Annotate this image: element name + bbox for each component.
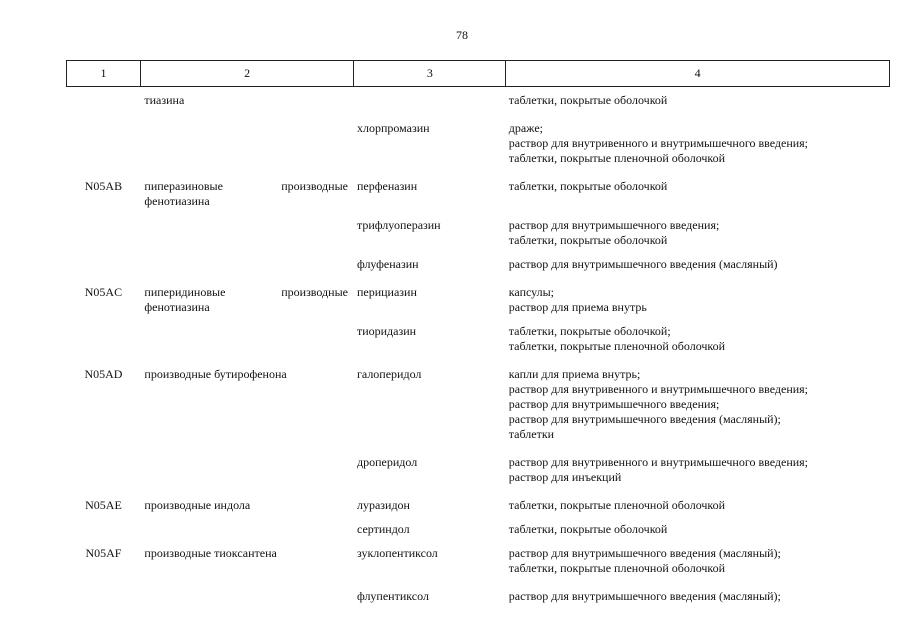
table-row [67,485,890,513]
medicine-name: дроперидол [356,455,418,469]
group-name: тиазина [144,93,185,107]
dosage-forms [506,537,890,576]
atc-code [67,248,141,272]
group-name [140,108,354,166]
atc-code: N05AD [84,367,123,381]
dosage-forms [506,87,890,109]
dosage-form-line: капсулы; [508,285,555,299]
table-row [67,87,890,109]
dosage-form-line: раствор для инъекций [508,470,622,484]
table-row [67,513,890,537]
table-row [67,108,890,166]
medicine-name: перициазин [356,285,417,299]
atc-code: N05AE [85,498,122,512]
dosage-form-line: таблетки, покрытые пленочной оболочкой [508,561,726,575]
group-name: производные бутирофенона [144,367,287,381]
dosage-form-line: раствор для внутримышечного введения; [508,218,720,232]
dosage-forms [506,272,890,315]
atc-code [67,315,141,354]
medicine-name: перфеназин [356,179,418,193]
atc-code [67,442,141,485]
table-body [67,87,890,605]
dosage-form-line: раствор для внутримышечного введения (масляный); [508,589,781,603]
group-name: производные тиоксантена [144,546,277,560]
dosage-forms [506,576,890,604]
dosage-form-line: раствор для приема внутрь [508,300,647,314]
dosage-form-line: раствор для внутривенного и внутримышечного введения; [508,455,809,469]
dosage-forms [506,315,890,354]
dosage-forms [506,354,890,442]
table-row [67,354,890,442]
atc-code: N05AC [84,285,123,299]
medicine-name: галоперидол [356,367,422,381]
dosage-form-line: таблетки, покрытые пленочной оболочкой [508,339,726,353]
medicine-name: луразидон [356,498,410,512]
medicine-name: хлорпромазин [356,121,430,135]
dosage-form-line: раствор для внутривенного и внутримышечного введения; [508,382,809,396]
dosage-form-line: таблетки, покрытые оболочкой [508,93,668,107]
table-row [67,272,890,315]
table-row [67,576,890,604]
dosage-forms [506,248,890,272]
table-row [67,166,890,209]
header-col-3: 3 [354,61,506,87]
dosage-forms [506,108,890,166]
dosage-form-line: драже; [508,121,543,135]
header-col-2: 2 [140,61,354,87]
medicine-name: зуклопентиксол [356,546,438,560]
dosage-form-line: раствор для внутримышечного введения; [508,397,720,411]
medicine-name: тиоридазин [356,324,417,338]
atc-code: N05AB [84,179,123,193]
table-row [67,209,890,248]
dosage-form-line: таблетки, покрытые оболочкой [508,179,668,193]
dosage-forms [506,442,890,485]
dosage-form-line: раствор для внутримышечного введения (масляный) [508,257,778,271]
group-name [140,209,354,248]
group-name: производные индола [144,498,251,512]
dosage-form-line: таблетки, покрытые пленочной оболочкой [508,498,726,512]
atc-code: N05AF [85,546,122,560]
atc-code [67,513,141,537]
table-header [67,61,890,87]
atc-code [67,87,141,109]
header-col-4: 4 [506,61,890,87]
group-name [140,513,354,537]
atc-code [67,576,141,604]
table-row [67,248,890,272]
dosage-form-line: раствор для внутримышечного введения (масляный); [508,412,781,426]
medicine-name: сертиндол [356,522,410,536]
dosage-form-line: таблетки [508,427,555,441]
header-col-1: 1 [67,61,141,87]
medicine-name: флупентиксол [356,589,429,603]
dosage-forms [506,485,890,513]
dosage-forms [506,166,890,209]
dosage-forms [506,513,890,537]
dosage-forms [506,209,890,248]
group-name [140,576,354,604]
group-name [140,248,354,272]
dosage-form-line: таблетки, покрытые оболочкой [508,522,668,536]
group-name [140,315,354,354]
group-name: пиперидиновые производные фенотиазина [144,285,348,314]
medicine-name: трифлуоперазин [356,218,441,232]
table-row [67,442,890,485]
group-name [140,442,354,485]
medicine-name [354,87,506,109]
group-name: пиперазиновые производные фенотиазина [144,179,348,208]
atc-code [67,108,141,166]
medicine-table [66,60,890,604]
dosage-form-line: таблетки, покрытые оболочкой; [508,324,671,338]
dosage-form-line: капли для приема внутрь; [508,367,641,381]
atc-code [67,209,141,248]
medicine-name: флуфеназин [356,257,419,271]
table-row [67,537,890,576]
dosage-form-line: таблетки, покрытые пленочной оболочкой [508,151,726,165]
page-number: 78 [456,28,468,42]
table-row [67,315,890,354]
dosage-form-line: таблетки, покрытые оболочкой [508,233,668,247]
dosage-form-line: раствор для внутривенного и внутримышечного введения; [508,136,809,150]
dosage-form-line: раствор для внутримышечного введения (масляный); [508,546,781,560]
